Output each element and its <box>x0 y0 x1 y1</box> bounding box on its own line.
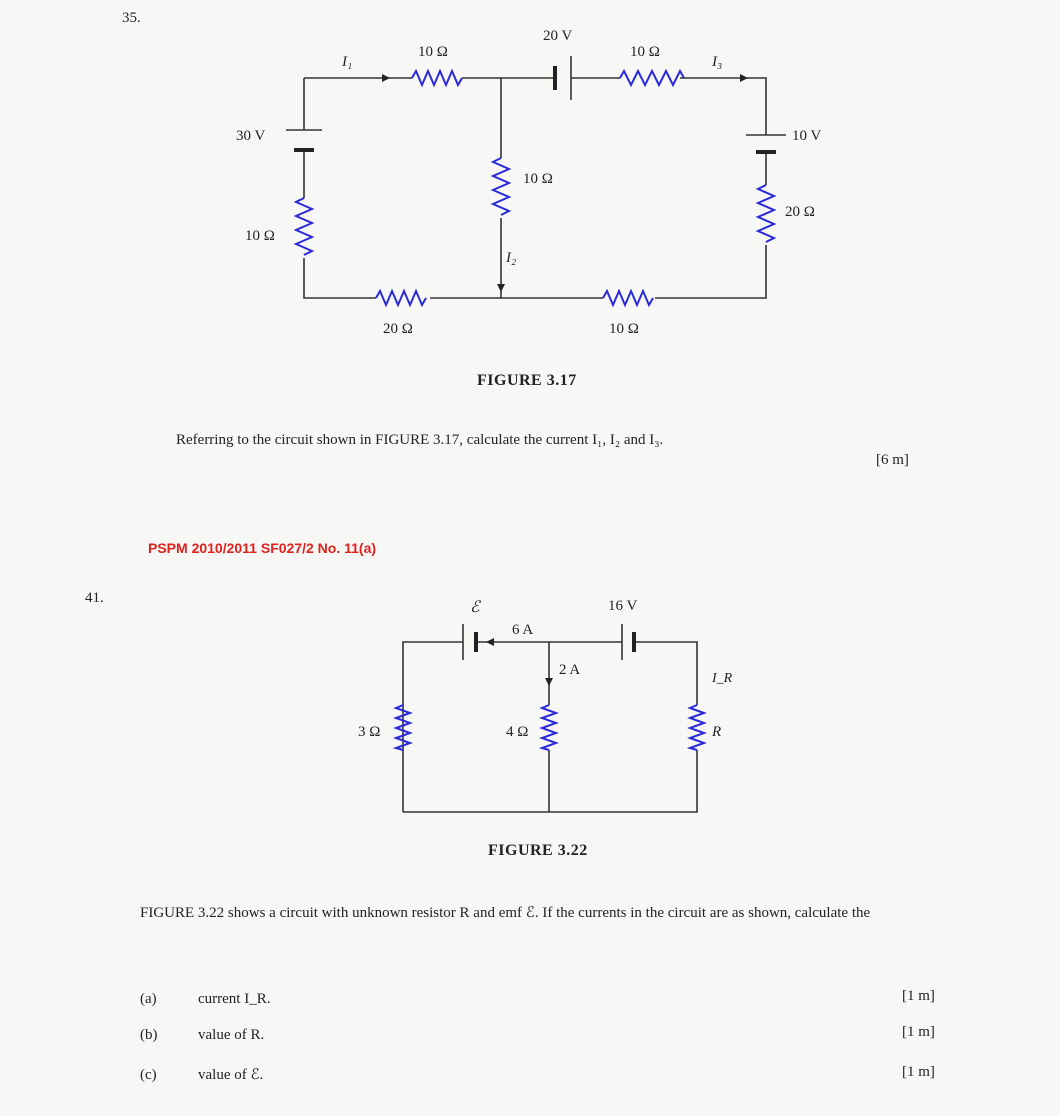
question-35-text: Referring to the circuit shown in FIGURE 3.17, calculate the current I₁, I₂ and I₃. <box>176 432 664 448</box>
part-a-text: current I_R. <box>198 991 271 1007</box>
battery-emf <box>463 624 476 660</box>
battery-10v <box>746 135 786 152</box>
wire <box>634 642 697 705</box>
label-r4: 4 Ω <box>506 724 529 740</box>
label-r3: 3 Ω <box>358 724 381 740</box>
part-c-label: (c) <box>140 1067 157 1083</box>
question-41-intro: FIGURE 3.22 shows a circuit with unknown resistor R and emf ℰ. If the currents in the circuit are as shown, calculate the <box>140 905 871 921</box>
wire <box>403 642 463 812</box>
resistor-left <box>296 198 312 255</box>
wire <box>655 245 766 298</box>
label-current-6a: 6 A <box>512 622 534 638</box>
resistor-middle <box>493 158 509 215</box>
label-r-right: 20 Ω <box>785 204 815 220</box>
resistor-top-left <box>412 71 462 85</box>
battery-20v <box>555 56 571 100</box>
figure-3-17-circuit <box>0 0 1060 380</box>
battery-30v <box>286 130 322 150</box>
resistor-bottom-left <box>376 291 426 305</box>
label-rR: R <box>712 724 722 740</box>
resistor-bottom-right <box>603 291 653 305</box>
resistor-4-ohm <box>542 705 556 750</box>
label-v-right: 10 V <box>792 128 822 144</box>
label-v-top: 20 V <box>543 28 573 44</box>
part-c-text: value of ℰ. <box>198 1067 264 1083</box>
battery-16v <box>622 624 634 660</box>
current-arrow-i2 <box>497 284 505 292</box>
current-arrow-i1 <box>382 74 390 82</box>
label-r-bottom-right: 10 Ω <box>609 321 639 337</box>
label-current-2a: 2 A <box>559 662 581 678</box>
label-emf: ℰ <box>470 599 480 616</box>
part-b-text: value of R. <box>198 1027 265 1043</box>
current-arrow-6a <box>486 638 494 646</box>
part-a-label: (a) <box>140 991 157 1007</box>
resistor-right <box>758 185 774 242</box>
label-r-bottom-left: 20 Ω <box>383 321 413 337</box>
current-arrow-i3 <box>740 74 748 82</box>
part-a-marks: [1 m] <box>902 988 935 1004</box>
wire <box>304 258 376 298</box>
part-b-label: (b) <box>140 1027 158 1043</box>
label-ir: I_R <box>712 671 733 686</box>
question-number-41: 41. <box>85 590 104 606</box>
label-r-mid: 10 Ω <box>523 171 553 187</box>
resistor-r <box>690 705 704 750</box>
figure-3-22-circuit <box>0 580 1060 840</box>
label-r-top-left: 10 Ω <box>418 44 448 60</box>
current-arrow-2a <box>545 678 553 686</box>
part-b-marks: [1 m] <box>902 1024 935 1040</box>
figure-caption-3-22: FIGURE 3.22 <box>488 842 588 859</box>
figure-caption-3-17: FIGURE 3.17 <box>477 372 577 389</box>
question-35-marks: [6 m] <box>876 452 909 468</box>
label-16v: 16 V <box>608 598 638 614</box>
question-number-35: 35. <box>122 10 141 26</box>
resistor-top-right <box>620 71 684 85</box>
label-i3: I₃ <box>712 54 723 70</box>
wire <box>680 78 766 135</box>
label-v-left: 30 V <box>236 128 266 144</box>
label-i1: I₁ <box>342 54 353 70</box>
label-r-top-right: 10 Ω <box>630 44 660 60</box>
label-i2: I₂ <box>506 250 517 266</box>
label-r-left: 10 Ω <box>245 228 275 244</box>
wire <box>403 750 697 812</box>
source-tag: PSPM 2010/2011 SF027/2 No. 11(a) <box>148 540 377 556</box>
part-c-marks: [1 m] <box>902 1064 935 1080</box>
